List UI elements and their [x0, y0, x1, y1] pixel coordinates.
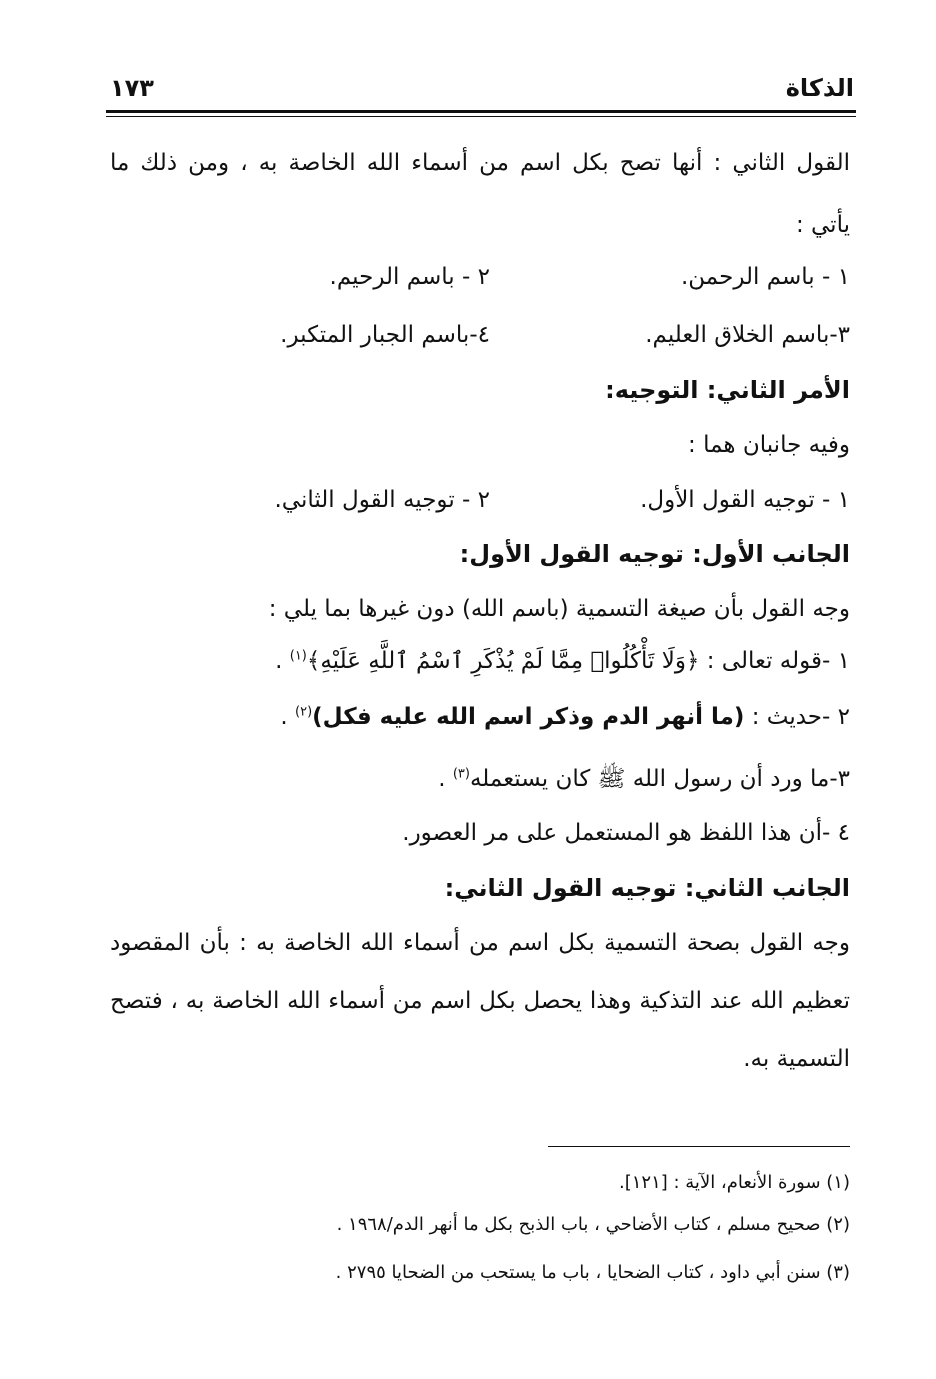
list-item: ٤-باسم الجبار المتكبر. — [280, 322, 490, 348]
list-item: ٣-ما ورد أن رسول الله ﷺ كان يستعمله$^{(٣)}$ . — [438, 766, 850, 792]
footnote: (٣) سنن أبي داود ، كتاب الضحايا ، باب ما يستحب من الضحايا ٢٧٩٥ . — [335, 1262, 850, 1283]
paragraph-line: وجه القول بأن صيغة التسمية (باسم الله) دون غيرها بما يلي : — [268, 596, 850, 622]
paragraph-line: وفيه جانبان هما : — [688, 432, 850, 458]
footnote-ref: (١) — [289, 648, 307, 664]
hadith-text: (ما أنهر الدم وذكر اسم الله عليه فكل) — [312, 704, 745, 730]
item-prefix: ١ -قوله تعالى : — [706, 648, 850, 674]
page-number: ١٧٣ — [110, 74, 154, 102]
header-rule-thin — [106, 116, 856, 117]
running-title: الذكاة — [785, 74, 854, 102]
footnote-ref: (٢) — [295, 704, 313, 720]
section-heading: الجانب الأول: توجيه القول الأول: — [459, 540, 850, 568]
list-item: ١ -قوله تعالى : ﴿وَلَا تَأْكُلُوا۟ مِمَّا لَمْ يُذْكَرِ ٱسْمُ ٱللَّهِ عَلَيْهِ﴾$^{(١)}$ . — [275, 648, 850, 674]
footnote-ref: (٣) — [452, 766, 470, 782]
list-item: ١ - توجيه القول الأول. — [640, 487, 850, 513]
footnote-separator — [548, 1146, 850, 1147]
footnote: (١) سورة الأنعام، الآية : [١٢١]. — [618, 1172, 850, 1193]
section-heading: الجانب الثاني: توجيه القول الثاني: — [444, 874, 850, 902]
list-item: ٢ -حديث : (ما أنهر الدم وذكر اسم الله عليه فكل)$^{(٢)}$ . — [280, 704, 850, 730]
quran-verse: ﴿وَلَا تَأْكُلُوا۟ مِمَّا لَمْ يُذْكَرِ ٱسْمُ ٱللَّهِ عَلَيْهِ﴾ — [306, 648, 700, 674]
paragraph-line: التسمية به. — [743, 1046, 850, 1072]
footnote: (٢) صحيح مسلم ، كتاب الأضاحي ، باب الذبح بكل ما أنهر الدم/١٩٦٨ . — [336, 1214, 850, 1235]
item-prefix: ٢ -حديث : — [751, 704, 850, 730]
item-text: ٣-ما ورد أن رسول الله ﷺ كان يستعمله — [469, 766, 850, 792]
page-header — [110, 72, 854, 104]
paragraph-line: القول الثاني : أنها تصح بكل اسم من أسماء الله الخاصة به ، ومن ذلك ما — [110, 150, 850, 176]
section-heading: الأمر الثاني: التوجيه: — [605, 376, 850, 404]
main-text — [110, 150, 850, 1080]
paragraph-line: وجه القول بصحة التسمية بكل اسم من أسماء الله الخاصة به : بأن المقصود — [110, 930, 850, 956]
list-item: ٢ - توجيه القول الثاني. — [274, 487, 490, 513]
list-item: ١ - باسم الرحمن. — [680, 264, 850, 290]
header-rule-thick — [106, 110, 856, 113]
paragraph-line: يأتي : — [795, 212, 850, 238]
paragraph-line: تعظيم الله عند التذكية وهذا يحصل بكل اسم من أسماء الله الخاصة به ، فتصح — [110, 988, 850, 1014]
list-item: ٢ - باسم الرحيم. — [329, 264, 490, 290]
list-item: ٣-باسم الخلاق العليم. — [645, 322, 850, 348]
list-item: ٤ -أن هذا اللفظ هو المستعمل على مر العصور. — [402, 820, 850, 846]
